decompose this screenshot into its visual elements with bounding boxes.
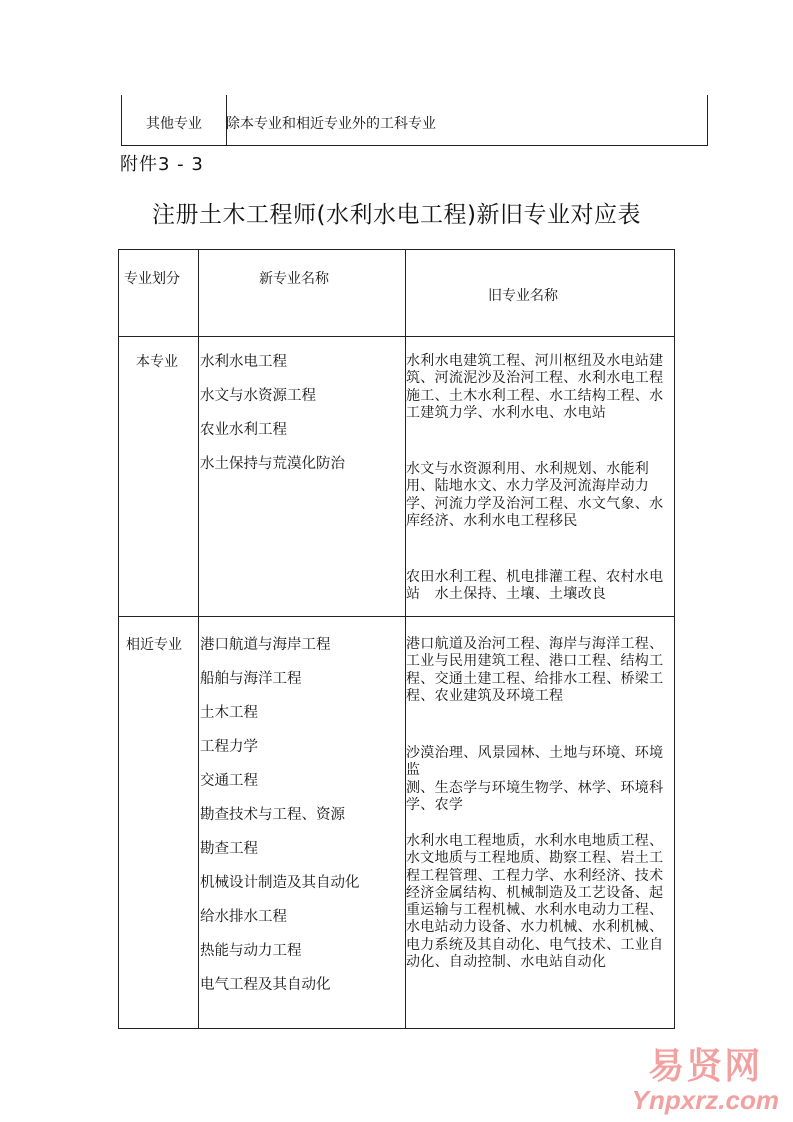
old-paragraph: 农田水利工程、机电排灌工程、农村水电站 水土保持、土壤、土壤改良 [406,569,664,603]
list-item: 电气工程及其自动化 [200,977,331,993]
table-right-border [674,249,675,1029]
list-item: 水土保持与荒漠化防治 [200,456,345,472]
list-item: 水利水电工程 [200,354,287,370]
list-item: 机械设计制造及其自动化 [200,875,360,891]
old-paragraph: 水利水电工程地质，水利水电地质工程、水文地质与工程地质、勘察工程、岩土工程工程管理、工程力学、水利经济、技术经济金属结构、机械制造及工艺设备、起重运输与工程机械、水利水电动力工程、水电站动力设备、水力机械、水利机械、电力系统及其自动化、电气技术、工业自动化、自动控制、水电站自动化 [406,833,664,971]
table-bottom-border [118,1028,675,1029]
list-item: 勘查技术与工程、资源 [200,807,345,823]
list-item: 水文与水资源工程 [200,388,316,404]
table-top-border [118,249,675,250]
attachment-number: 附件3 - 3 [120,154,204,175]
header-new-name: 新专业名称 [259,271,329,287]
header-division: 专业划分 [124,271,180,287]
old-paragraph: 水利水电建筑工程、河川枢纽及水电站建筑、河流泥沙及治河工程、水利水电工程施工、土木水利工程、水工结构工程、水工建筑力学、水利水电、水电站 [406,353,664,421]
prev-table-right-border [707,95,708,146]
old-paragraph: 沙漠治理、风景园林、土地与环境、环境监 [406,745,664,779]
row-new-list-related [200,635,360,1009]
list-item: 工程力学 [200,739,258,755]
prev-table-bottom-border [121,145,708,146]
list-item: 热能与动力工程 [200,943,302,959]
table-header-bottom-border [118,336,675,337]
prev-table-left-border [121,95,122,146]
prev-table-label: 其他专业 [146,116,202,132]
watermark-text-cn: 易贤网 [648,1045,763,1087]
watermark-logo [632,1038,779,1116]
list-item: 农业水利工程 [200,422,287,438]
table-row-divider [118,616,675,617]
table-col-divider-1 [198,249,199,1029]
prev-table-desc: 除本专业和相近专业外的工科专业 [226,116,436,132]
old-paragraph: 水文与水资源利用、水利规划、水能利用、陆地水文、水力学及河流海岸动力学、河流力学及治河工程、水文气象、水库经济、水利水电工程移民 [406,461,664,529]
list-item: 港口航道与海岸工程 [200,637,331,653]
row-division-main: 本专业 [136,354,178,370]
list-item: 交通工程 [200,773,258,789]
list-item: 船舶与海洋工程 [200,671,302,687]
watermark-text-en: Ynpxrz.com [631,1085,779,1115]
table-left-border [118,249,119,1029]
row-new-list-main [200,352,345,488]
page-title: 注册土木工程师(水利水电工程)新旧专业对应表 [152,202,641,228]
list-item: 勘查工程 [200,841,258,857]
old-paragraph: 港口航道及治河工程、海岸与海洋工程、工业与民用建筑工程、港口工程、结构工程、交通土建工程、给排水工程、桥梁工程、农业建筑及环境工程 [406,636,664,704]
list-item: 给水排水工程 [200,909,287,925]
header-old-name: 旧专业名称 [488,288,558,304]
list-item: 土木工程 [200,705,258,721]
row-division-related: 相近专业 [126,637,182,653]
old-paragraph: 测、生态学与环境生物学、林学、环境科学、农学 [406,780,664,814]
